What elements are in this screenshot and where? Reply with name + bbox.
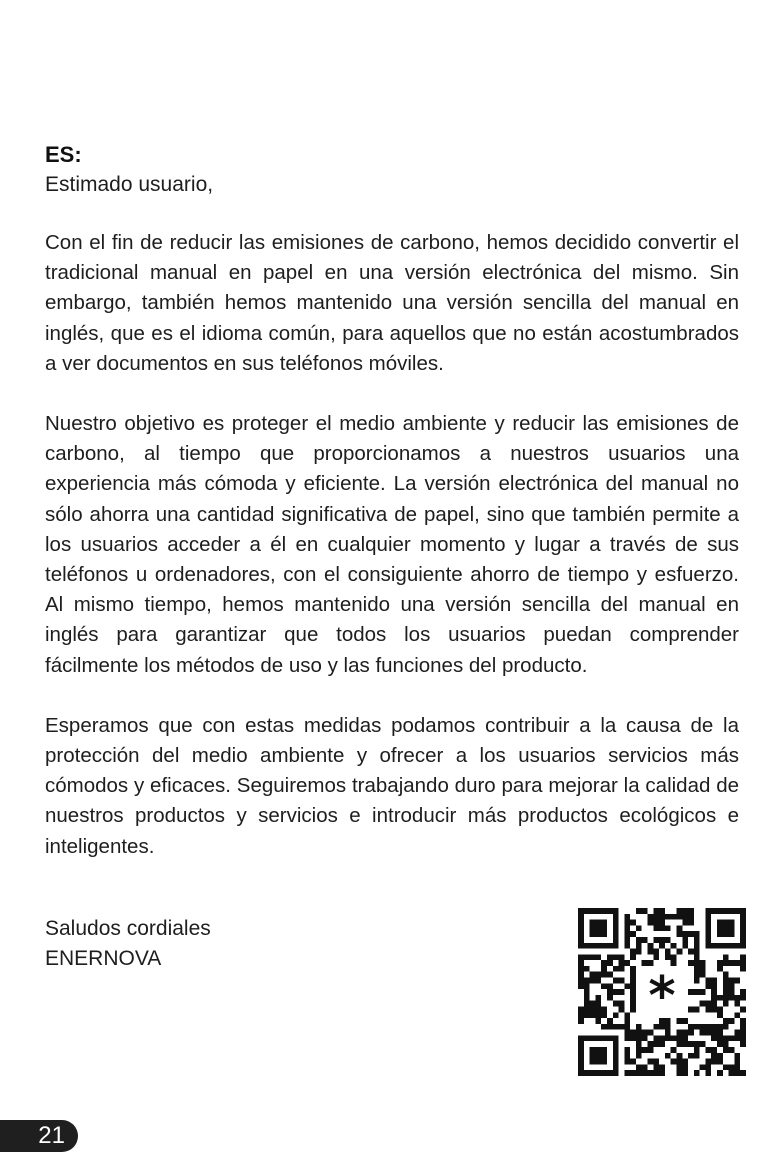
page-number: 21 <box>38 1122 65 1149</box>
greeting: Estimado usuario, <box>45 173 214 196</box>
signature: ENERNOVA <box>45 947 162 970</box>
page-number-tab <box>0 1120 78 1152</box>
closing-text: Saludos cordiales <box>45 917 211 940</box>
paragraph-1: Con el fin de reducir las emisiones de carbono, hemos decidido convertir el tradicional manual en papel en una versión electrónica del mismo. Sin embargo, también hemos mantenido una versión sencilla del manual en inglés, que es el idioma común, para aquellos que no están acostumbrados a ver documentos en sus teléfonos móviles. <box>45 231 739 375</box>
qr-code-icon <box>578 908 746 1076</box>
language-code: ES: <box>45 142 82 167</box>
qr-center-glyph: * <box>648 966 676 1027</box>
paragraph-2: Nuestro objetivo es proteger el medio ambiente y reducir las emisiones de carbono, al tiempo que proporcionamos a nuestros usuarios una experiencia más cómoda y eficiente. La versión electrónica del manual no sólo ahorra una cantidad significativa de papel, sino que también permite a los usuarios acceder a él en cualquier momento y lugar a través de sus teléfonos u ordenadores, con el consiguiente ahorro de tiempo y esfuerzo. Al mismo tiempo, hemos mantenido una versión sencilla del manual en inglés para garantizar que todos los usuarios puedan comprender fácilmente los métodos de uso y las funciones del producto. <box>45 412 739 677</box>
closing-block <box>45 914 211 974</box>
paragraph-3: Esperamos que con estas medidas podamos contribuir a la causa de la protección del medio ambiente y ofrecer a los usuarios servicios más cómodos y eficaces. Seguiremos trabajando duro para mejorar la calidad de nuestros productos y servicios e introducir más productos ecológicos e inteligentes. <box>45 713 739 858</box>
letter-body <box>45 140 739 892</box>
